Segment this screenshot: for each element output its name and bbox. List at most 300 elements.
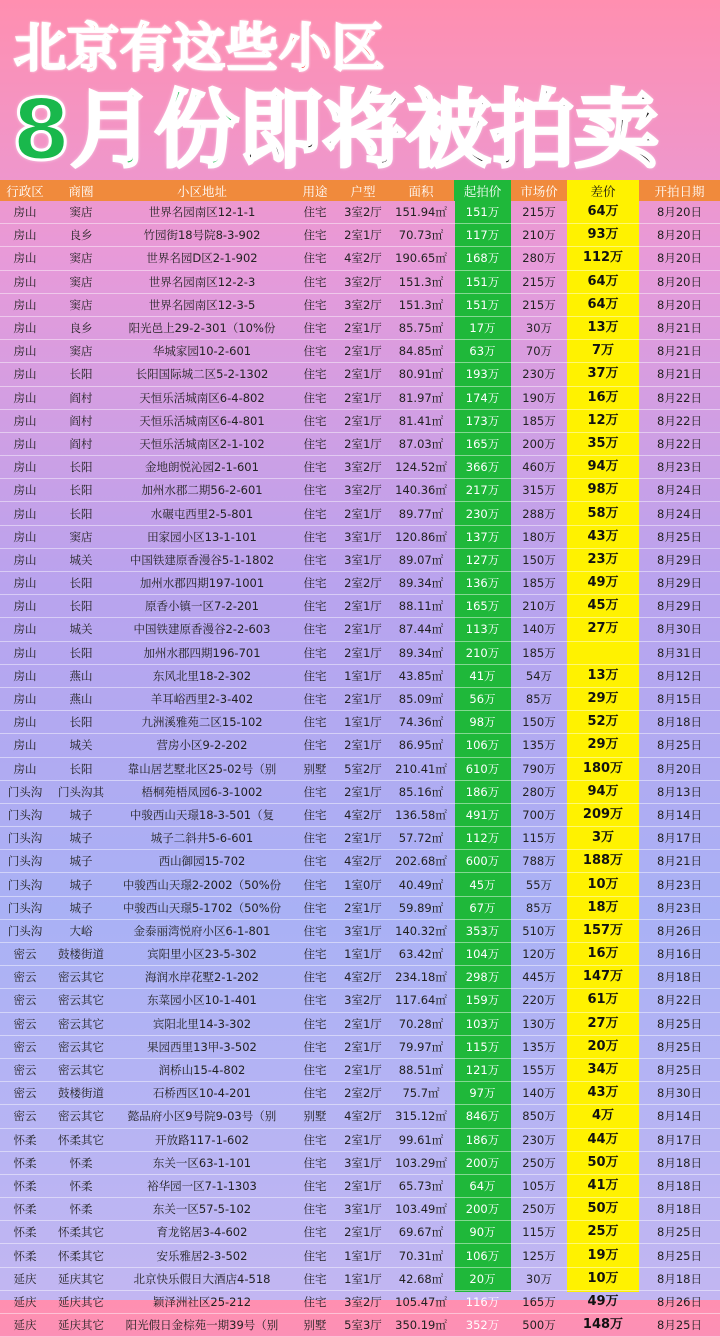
table-row [0,316,720,339]
cell-date: 8月21日 [639,316,720,339]
cell-district: 怀柔 [0,1151,50,1174]
cell-usage: 住宅 [292,1058,338,1081]
cell-market-price: 210万 [511,224,567,247]
cell-layout: 2室1厅 [338,409,388,432]
cell-usage: 住宅 [292,201,338,224]
cell-size: 210.41㎡ [388,757,454,780]
cell-address: 天恒乐活城南区2-1-102 [112,432,292,455]
cell-district: 延庆 [0,1290,50,1313]
header-start-price: 起拍价 [454,180,511,201]
cell-diff [567,641,639,664]
cell-address: 田家园小区13-1-101 [112,525,292,548]
cell-size: 57.72㎡ [388,827,454,850]
cell-layout: 4室2厅 [338,966,388,989]
cell-market-price: 55万 [511,873,567,896]
cell-market-price: 115万 [511,1221,567,1244]
cell-diff: 58万 [567,502,639,525]
cell-district: 房山 [0,201,50,224]
cell-market-price: 250万 [511,1151,567,1174]
cell-size: 190.65㎡ [388,247,454,270]
cell-diff: 45万 [567,595,639,618]
cell-start-price: 210万 [454,641,511,664]
cell-date: 8月25日 [639,734,720,757]
cell-start-price: 117万 [454,224,511,247]
cell-district: 门头沟 [0,919,50,942]
cell-area: 城关 [50,734,112,757]
table-row [0,432,720,455]
cell-date: 8月29日 [639,548,720,571]
cell-usage: 住宅 [292,1221,338,1244]
cell-start-price: 193万 [454,363,511,386]
table-row [0,456,720,479]
cell-date: 8月22日 [639,432,720,455]
table-row [0,502,720,525]
cell-area: 窦店 [50,293,112,316]
cell-area: 城子 [50,850,112,873]
cell-size: 85.75㎡ [388,316,454,339]
table-row [0,757,720,780]
cell-start-price: 45万 [454,873,511,896]
cell-usage: 住宅 [292,664,338,687]
cell-area: 城关 [50,548,112,571]
cell-start-price: 217万 [454,479,511,502]
cell-usage: 住宅 [292,363,338,386]
cell-address: 中国铁建原香漫谷5-1-1802 [112,548,292,571]
cell-market-price: 165万 [511,1290,567,1313]
cell-district: 房山 [0,595,50,618]
cell-date: 8月20日 [639,293,720,316]
cell-size: 105.47㎡ [388,1290,454,1313]
cell-size: 81.41㎡ [388,409,454,432]
cell-size: 81.97㎡ [388,386,454,409]
cell-layout: 3室1厅 [338,1151,388,1174]
table-row [0,1151,720,1174]
cell-address: 安乐雅居2-3-502 [112,1244,292,1267]
table-row [0,618,720,641]
cell-market-price: 30万 [511,316,567,339]
table-row [0,827,720,850]
cell-date: 8月22日 [639,386,720,409]
table-row [0,687,720,710]
cell-date: 8月26日 [639,1290,720,1313]
cell-size: 103.49㎡ [388,1198,454,1221]
cell-diff: 147万 [567,966,639,989]
cell-usage: 住宅 [292,803,338,826]
cell-layout: 2室1厅 [338,641,388,664]
cell-date: 8月24日 [639,479,720,502]
cell-date: 8月16日 [639,943,720,966]
cell-district: 怀柔 [0,1244,50,1267]
cell-date: 8月25日 [639,1012,720,1035]
cell-district: 门头沟 [0,780,50,803]
cell-usage: 别墅 [292,757,338,780]
cell-area: 城子 [50,896,112,919]
cell-date: 8月25日 [639,525,720,548]
table-row [0,548,720,571]
cell-usage: 住宅 [292,1035,338,1058]
header-size: 面积 [388,180,454,201]
cell-market-price: 130万 [511,1012,567,1035]
cell-layout: 3室1厅 [338,548,388,571]
table-header-row [0,180,720,201]
cell-diff: 148万 [567,1314,639,1337]
cell-date: 8月30日 [639,618,720,641]
header-area: 商圈 [50,180,112,201]
cell-market-price: 150万 [511,548,567,571]
table-row [0,1221,720,1244]
cell-area: 窦店 [50,247,112,270]
cell-start-price: 41万 [454,664,511,687]
cell-start-price: 352万 [454,1314,511,1337]
auction-table [0,180,720,1337]
cell-size: 75.7㎡ [388,1082,454,1105]
cell-diff: 19万 [567,1244,639,1267]
cell-district: 房山 [0,316,50,339]
cell-date: 8月25日 [639,1221,720,1244]
cell-size: 40.49㎡ [388,873,454,896]
cell-date: 8月25日 [639,1035,720,1058]
cell-usage: 住宅 [292,293,338,316]
cell-market-price: 215万 [511,270,567,293]
cell-start-price: 97万 [454,1082,511,1105]
cell-market-price: 250万 [511,1198,567,1221]
table-row [0,386,720,409]
cell-layout: 2室1厅 [338,432,388,455]
cell-district: 房山 [0,363,50,386]
cell-start-price: 151万 [454,201,511,224]
cell-area: 长阳 [50,572,112,595]
cell-district: 房山 [0,479,50,502]
cell-date: 8月14日 [639,1105,720,1128]
cell-start-price: 137万 [454,525,511,548]
cell-layout: 3室2厅 [338,270,388,293]
cell-address: 东关一区63-1-101 [112,1151,292,1174]
cell-size: 140.36㎡ [388,479,454,502]
cell-address: 东关一区57-5-102 [112,1198,292,1221]
cell-area: 门头沟其 [50,780,112,803]
cell-date: 8月24日 [639,502,720,525]
cell-address: 营房小区9-2-202 [112,734,292,757]
cell-address: 裕华园一区7-1-1303 [112,1174,292,1197]
cell-layout: 5室2厅 [338,757,388,780]
cell-layout: 2室1厅 [338,1012,388,1035]
cell-district: 房山 [0,293,50,316]
cell-layout: 3室2厅 [338,456,388,479]
cell-date: 8月26日 [639,919,720,942]
cell-usage: 住宅 [292,502,338,525]
cell-date: 8月20日 [639,270,720,293]
cell-market-price: 215万 [511,201,567,224]
cell-diff: 35万 [567,432,639,455]
cell-date: 8月31日 [639,641,720,664]
cell-address: 华城家园10-2-601 [112,340,292,363]
cell-district: 门头沟 [0,803,50,826]
cell-market-price: 280万 [511,780,567,803]
cell-size: 103.29㎡ [388,1151,454,1174]
cell-area: 窦店 [50,340,112,363]
cell-size: 84.85㎡ [388,340,454,363]
cell-market-price: 70万 [511,340,567,363]
cell-layout: 2室1厅 [338,1128,388,1151]
cell-usage: 住宅 [292,780,338,803]
cell-size: 86.95㎡ [388,734,454,757]
cell-date: 8月18日 [639,966,720,989]
cell-district: 密云 [0,1012,50,1035]
cell-address: 阳光假日金棕苑一期39号（别 [112,1314,292,1337]
cell-layout: 2室1厅 [338,780,388,803]
cell-layout: 3室2厅 [338,989,388,1012]
cell-layout: 1室1厅 [338,1244,388,1267]
cell-address: 金地朗悦沁园2-1-601 [112,456,292,479]
cell-diff: 10万 [567,873,639,896]
cell-layout: 2室1厅 [338,340,388,363]
cell-address: 世界名园D区2-1-902 [112,247,292,270]
cell-area: 长阳 [50,641,112,664]
cell-usage: 住宅 [292,850,338,873]
cell-layout: 2室1厅 [338,1174,388,1197]
cell-diff: 49万 [567,572,639,595]
cell-area: 城子 [50,827,112,850]
cell-market-price: 105万 [511,1174,567,1197]
cell-start-price: 64万 [454,1174,511,1197]
cell-start-price: 159万 [454,989,511,1012]
cell-size: 85.09㎡ [388,687,454,710]
cell-address: 金泰丽湾悦府小区6-1-801 [112,919,292,942]
cell-diff: 16万 [567,386,639,409]
cell-diff: 64万 [567,270,639,293]
cell-layout: 2室1厅 [338,687,388,710]
cell-start-price: 151万 [454,270,511,293]
cell-area: 良乡 [50,224,112,247]
cell-market-price: 190万 [511,386,567,409]
header-market-price: 市场价 [511,180,567,201]
cell-start-price: 98万 [454,711,511,734]
cell-date: 8月15日 [639,687,720,710]
cell-date: 8月20日 [639,757,720,780]
cell-district: 房山 [0,409,50,432]
cell-size: 87.44㎡ [388,618,454,641]
table-row [0,479,720,502]
cell-size: 350.19㎡ [388,1314,454,1337]
cell-layout: 2室1厅 [338,734,388,757]
cell-district: 房山 [0,641,50,664]
cell-usage: 住宅 [292,340,338,363]
cell-diff: 180万 [567,757,639,780]
cell-layout: 2室1厅 [338,618,388,641]
cell-layout: 1室1厅 [338,1267,388,1290]
cell-diff: 41万 [567,1174,639,1197]
cell-area: 良乡 [50,316,112,339]
cell-date: 8月12日 [639,664,720,687]
table-row [0,1198,720,1221]
cell-start-price: 17万 [454,316,511,339]
cell-size: 85.16㎡ [388,780,454,803]
cell-layout: 2室1厅 [338,386,388,409]
cell-usage: 住宅 [292,1128,338,1151]
cell-market-price: 460万 [511,456,567,479]
cell-diff: 27万 [567,1012,639,1035]
cell-district: 房山 [0,734,50,757]
cell-usage: 住宅 [292,1244,338,1267]
cell-size: 151.3㎡ [388,270,454,293]
cell-district: 门头沟 [0,896,50,919]
cell-size: 42.68㎡ [388,1267,454,1290]
cell-address: 加州水郡四期197-1001 [112,572,292,595]
cell-usage: 住宅 [292,1267,338,1290]
cell-size: 74.36㎡ [388,711,454,734]
cell-start-price: 173万 [454,409,511,432]
cell-layout: 5室3厅 [338,1314,388,1337]
cell-usage: 住宅 [292,270,338,293]
cell-size: 43.85㎡ [388,664,454,687]
cell-usage: 住宅 [292,896,338,919]
cell-layout: 3室1厅 [338,525,388,548]
cell-date: 8月25日 [639,1314,720,1337]
cell-date: 8月20日 [639,247,720,270]
cell-start-price: 106万 [454,1244,511,1267]
cell-market-price: 85万 [511,687,567,710]
cell-address: 宾阳北里14-3-302 [112,1012,292,1035]
cell-market-price: 115万 [511,827,567,850]
cell-usage: 住宅 [292,827,338,850]
cell-district: 密云 [0,966,50,989]
cell-date: 8月23日 [639,896,720,919]
cell-usage: 住宅 [292,989,338,1012]
table-row [0,664,720,687]
cell-usage: 住宅 [292,919,338,942]
cell-market-price: 230万 [511,1128,567,1151]
table-row [0,1128,720,1151]
cell-area: 密云其它 [50,966,112,989]
cell-area: 延庆其它 [50,1290,112,1313]
cell-market-price: 500万 [511,1314,567,1337]
table-row [0,1012,720,1035]
cell-size: 151.94㎡ [388,201,454,224]
cell-market-price: 185万 [511,572,567,595]
cell-layout: 2室1厅 [338,316,388,339]
cell-size: 140.32㎡ [388,919,454,942]
cell-start-price: 174万 [454,386,511,409]
cell-area: 城子 [50,803,112,826]
cell-start-price: 200万 [454,1151,511,1174]
cell-usage: 住宅 [292,711,338,734]
cell-market-price: 510万 [511,919,567,942]
cell-layout: 2室2厅 [338,1082,388,1105]
cell-start-price: 115万 [454,1035,511,1058]
title-month: 8月份 [12,81,239,179]
cell-market-price: 185万 [511,641,567,664]
cell-area: 窦店 [50,270,112,293]
cell-diff: 29万 [567,734,639,757]
cell-start-price: 20万 [454,1267,511,1290]
cell-layout: 3室2厅 [338,293,388,316]
cell-district: 房山 [0,270,50,293]
cell-usage: 住宅 [292,1174,338,1197]
cell-layout: 3室2厅 [338,479,388,502]
table-row [0,803,720,826]
cell-district: 房山 [0,525,50,548]
cell-date: 8月18日 [639,711,720,734]
cell-usage: 住宅 [292,316,338,339]
cell-diff: 64万 [567,201,639,224]
table-row [0,1244,720,1267]
table-row [0,711,720,734]
cell-date: 8月22日 [639,989,720,1012]
cell-start-price: 491万 [454,803,511,826]
table-row [0,293,720,316]
cell-layout: 1室0厅 [338,873,388,896]
cell-area: 密云其它 [50,1035,112,1058]
cell-diff: 50万 [567,1151,639,1174]
cell-diff: 4万 [567,1105,639,1128]
table-row [0,641,720,664]
cell-diff: 29万 [567,687,639,710]
table-row [0,1314,720,1337]
cell-size: 99.61㎡ [388,1128,454,1151]
cell-layout: 3室2厅 [338,1290,388,1313]
cell-usage: 住宅 [292,1082,338,1105]
cell-district: 延庆 [0,1314,50,1337]
cell-size: 124.52㎡ [388,456,454,479]
cell-area: 长阳 [50,363,112,386]
title-auction: 即将被拍卖 [238,81,659,179]
cell-start-price: 104万 [454,943,511,966]
cell-usage: 住宅 [292,224,338,247]
cell-market-price: 280万 [511,247,567,270]
cell-size: 80.91㎡ [388,363,454,386]
cell-market-price: 788万 [511,850,567,873]
cell-start-price: 121万 [454,1058,511,1081]
cell-size: 70.73㎡ [388,224,454,247]
cell-usage: 住宅 [292,641,338,664]
cell-area: 长阳 [50,711,112,734]
cell-usage: 住宅 [292,386,338,409]
table-row [0,966,720,989]
cell-layout: 2室1厅 [338,896,388,919]
cell-layout: 2室1厅 [338,363,388,386]
cell-date: 8月18日 [639,1174,720,1197]
cell-start-price: 90万 [454,1221,511,1244]
cell-size: 88.11㎡ [388,595,454,618]
cell-size: 65.73㎡ [388,1174,454,1197]
cell-diff: 50万 [567,1198,639,1221]
cell-area: 密云其它 [50,1012,112,1035]
table-row [0,896,720,919]
cell-diff: 93万 [567,224,639,247]
cell-size: 63.42㎡ [388,943,454,966]
cell-start-price: 230万 [454,502,511,525]
table-row [0,919,720,942]
cell-date: 8月21日 [639,363,720,386]
cell-district: 房山 [0,340,50,363]
cell-district: 房山 [0,432,50,455]
cell-market-price: 700万 [511,803,567,826]
cell-date: 8月14日 [639,803,720,826]
cell-address: 世界名园南区12-3-5 [112,293,292,316]
cell-start-price: 366万 [454,456,511,479]
cell-address: 北京快乐假日大酒店4-518 [112,1267,292,1290]
cell-start-price: 168万 [454,247,511,270]
cell-date: 8月20日 [639,201,720,224]
cell-address: 天恒乐活城南区6-4-801 [112,409,292,432]
cell-address: 加州水郡四期196-701 [112,641,292,664]
cell-district: 房山 [0,687,50,710]
cell-district: 房山 [0,711,50,734]
cell-date: 8月18日 [639,1267,720,1290]
cell-start-price: 151万 [454,293,511,316]
cell-address: 城子二斜井5-6-601 [112,827,292,850]
cell-market-price: 140万 [511,1082,567,1105]
